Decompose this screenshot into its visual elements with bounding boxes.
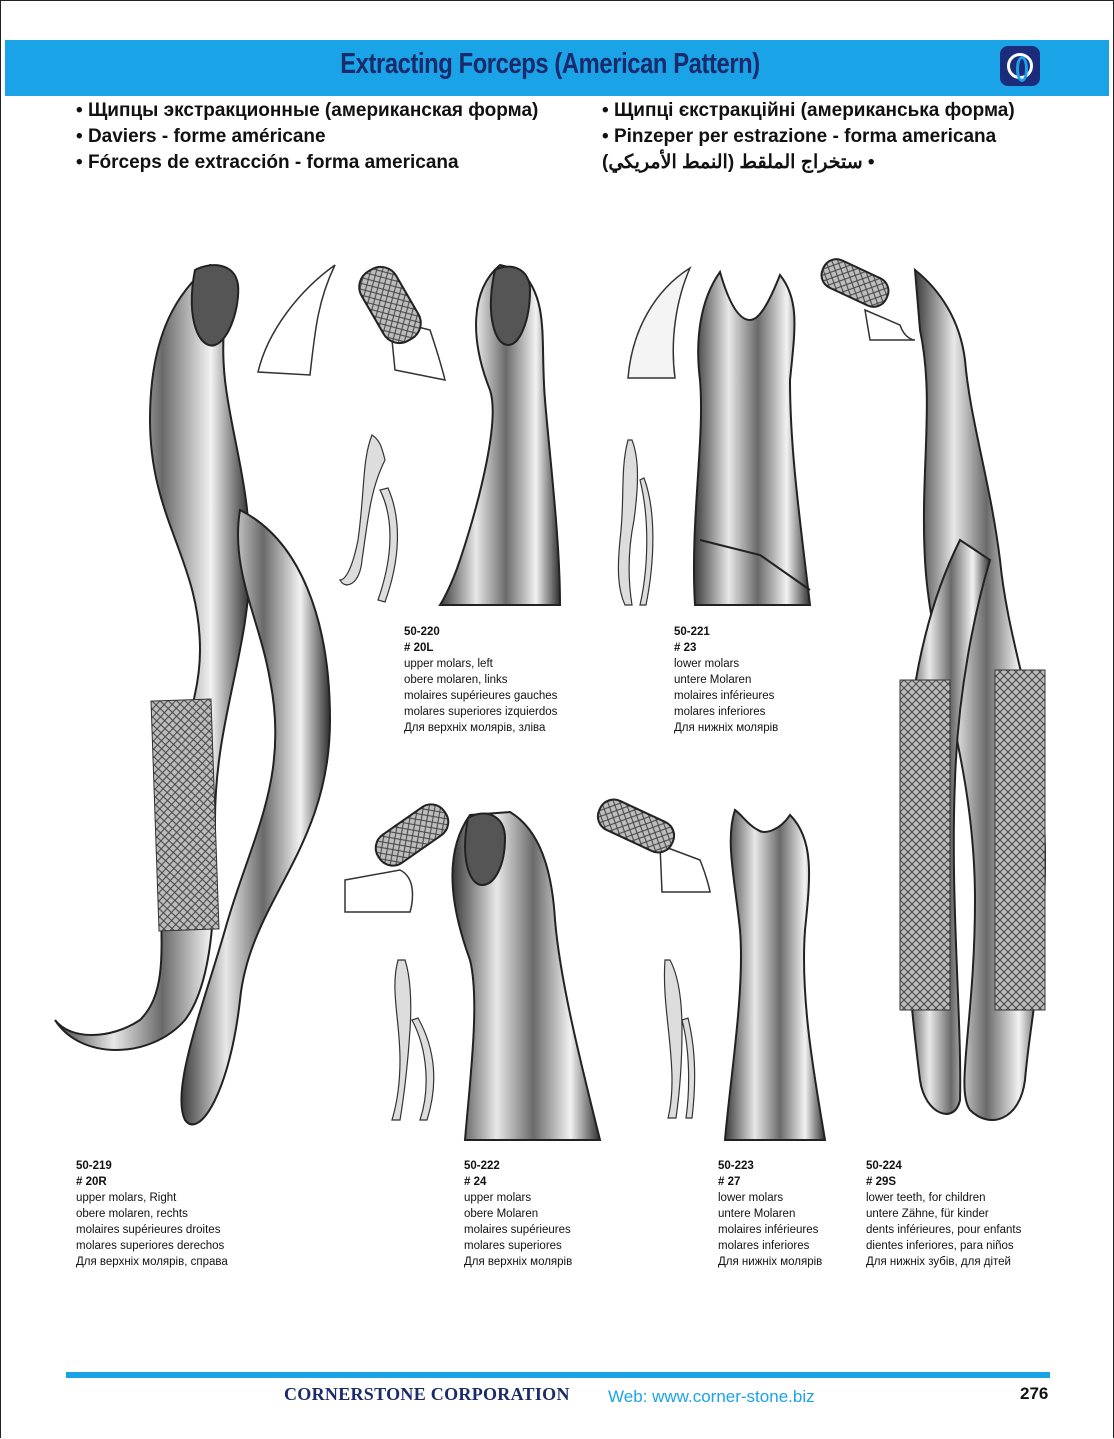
caption-line: Для верхніх молярів, справа [76,1256,228,1268]
forceps-50-223-illustration [725,810,825,1140]
caption-50-224 [866,1158,1021,1270]
caption-line: Для верхніх молярів [464,1256,573,1268]
translation-arabic: • ستخراج الملقط (النمط الأمريكي) [602,150,1015,176]
translation-russian: • Щипцы экстракционные (американская форма) [76,98,538,124]
product-number: # 27 [718,1176,741,1188]
caption-line: molares inferiores [718,1240,810,1252]
caption-line: molares superiores izquierdos [404,706,558,718]
caption-line: lower molars [718,1192,784,1204]
caption-line: molares superiores [464,1240,562,1252]
caption-line: lower molars [674,658,740,670]
caption-line: untere Molaren [674,674,752,686]
product-code: 50-220 [404,626,440,638]
beak-profile-icon [258,265,335,375]
product-code: 50-223 [718,1160,754,1172]
footer-company: CORNERSTONE CORPORATION [284,1384,570,1404]
translation-french: • Daviers - forme américane [76,124,538,150]
caption-line: lower teeth, for children [866,1192,986,1204]
forceps-50-224-illustration [900,270,1045,1120]
caption-line: dientes inferiores, para niños [866,1240,1014,1252]
footer-rule [66,1372,1050,1378]
caption-line: upper molars, left [404,658,493,670]
product-code: 50-224 [866,1160,902,1172]
caption-line: Для нижніх молярів [674,722,779,734]
caption-50-220 [404,624,557,736]
caption-50-223 [718,1158,822,1270]
beak-face-icon [593,795,710,892]
caption-line: molaires inférieures [718,1224,819,1236]
product-code: 50-221 [674,626,710,638]
forceps-50-223-thumbnail [664,960,694,1118]
forceps-50-219-illustration [55,265,330,1124]
translation-italian: • Pinzeper per estrazione - forma americana [602,124,1015,150]
caption-line: obere molaren, links [404,674,508,686]
caption-50-222 [464,1158,572,1270]
caption-50-221 [674,624,778,736]
product-number: # 24 [464,1176,487,1188]
caption-line: molaires supérieures droites [76,1224,221,1236]
page-number: 276 [1020,1384,1049,1403]
caption-line: dents inférieures, pour enfants [866,1224,1022,1236]
caption-line: Для верхніх молярів, зліва [404,722,546,734]
caption-line: upper molars [464,1192,532,1204]
forceps-50-222-thumbnail [392,960,434,1120]
caption-line: molares inferiores [674,706,766,718]
caption-line: Для нижніх молярів [718,1256,823,1268]
beak-face-icon [817,255,915,340]
caption-line: obere Molaren [464,1208,539,1220]
caption-line: untere Molaren [718,1208,796,1220]
caption-line: upper molars, Right [76,1192,177,1204]
product-number: # 23 [674,642,697,654]
forceps-50-222-illustration [452,812,600,1140]
caption-line: molaires supérieures [464,1224,571,1236]
forceps-50-221-thumbnail [618,440,652,605]
beak-face-icon [345,798,455,912]
caption-line: Для нижніх зубів, для дітей [866,1256,1011,1268]
caption-line: obere molaren, rechts [76,1208,188,1220]
page-title: Extracting Forceps (American Pattern) [340,48,760,80]
caption-50-219 [76,1158,228,1270]
caption-line: molaires supérieures gauches [404,690,558,702]
beak-profile-icon [628,268,690,378]
product-code: 50-219 [76,1160,112,1172]
product-number: # 20R [76,1176,107,1188]
caption-line: molaires inférieures [674,690,775,702]
translation-ukrainian: • Щипці єкстракційні (американська форма) [602,98,1015,124]
product-number: # 20L [404,642,434,654]
caption-line: untere Zähne, für kinder [866,1208,989,1220]
forceps-50-221-illustration [694,272,810,605]
caption-line: molares superiores derechos [76,1240,225,1252]
footer-web-link[interactable]: Web: www.corner-stone.biz [608,1387,815,1406]
product-number: # 29S [866,1176,897,1188]
product-code: 50-222 [464,1160,500,1172]
translation-spanish: • Fórceps de extracción - forma americana [76,150,538,176]
forceps-50-220-thumbnail [340,435,397,602]
beak-face-icon [353,260,445,380]
forceps-50-220-illustration [440,265,560,605]
